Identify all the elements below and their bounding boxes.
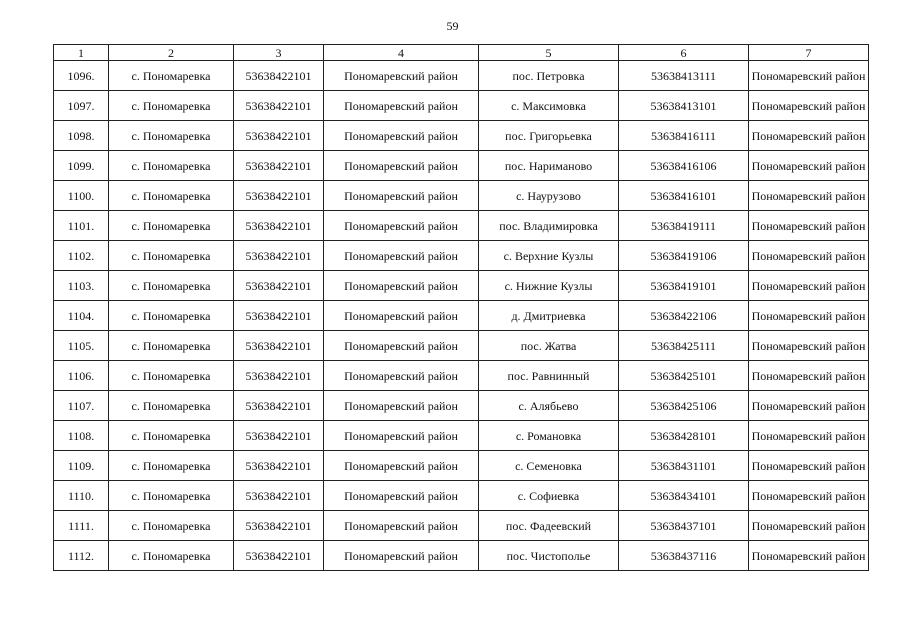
table-row [54,121,869,151]
table-row [54,361,869,391]
settlement-cell: с. Пономаревка [109,481,234,511]
column-header-7: 7 [749,45,869,61]
page-number: 59 [446,19,459,33]
row-number-cell: 1111. [54,511,109,541]
locality-district-cell: Пономаревский район [749,151,869,181]
locality-cell: с. Романовка [479,421,619,451]
district-cell: Пономаревский район [324,91,479,121]
row-number-cell: 1110. [54,481,109,511]
settlement-code-cell: 53638422101 [234,511,324,541]
district-cell: Пономаревский район [324,421,479,451]
settlement-code-cell: 53638422101 [234,181,324,211]
locality-code-cell: 53638425101 [619,361,749,391]
settlement-code-cell: 53638422101 [234,451,324,481]
column-header-5: 5 [479,45,619,61]
table-row [54,511,869,541]
locality-district-cell: Пономаревский район [749,91,869,121]
locality-code-cell: 53638416111 [619,121,749,151]
locality-code-cell: 53638419111 [619,211,749,241]
settlement-code-cell: 53638422101 [234,481,324,511]
locality-code-cell: 53638413101 [619,91,749,121]
settlement-cell: с. Пономаревка [109,181,234,211]
settlement-code-cell: 53638422101 [234,211,324,241]
settlement-cell: с. Пономаревка [109,451,234,481]
settlement-code-cell: 53638422101 [234,91,324,121]
locality-cell: с. Наурузово [479,181,619,211]
locality-cell: пос. Чистополье [479,541,619,571]
locality-code-cell: 53638419101 [619,271,749,301]
settlement-code-cell: 53638422101 [234,391,324,421]
settlement-cell: с. Пономаревка [109,61,234,91]
district-cell: Пономаревский район [324,301,479,331]
locality-cell: пос. Равнинный [479,361,619,391]
locality-district-cell: Пономаревский район [749,511,869,541]
row-number-cell: 1103. [54,271,109,301]
table-row [54,481,869,511]
settlement-cell: с. Пономаревка [109,211,234,241]
row-number-cell: 1107. [54,391,109,421]
locality-cell: с. Софиевка [479,481,619,511]
row-number-cell: 1099. [54,151,109,181]
locality-cell: с. Семеновка [479,451,619,481]
locality-district-cell: Пономаревский район [749,391,869,421]
row-number-cell: 1108. [54,421,109,451]
row-number-cell: 1106. [54,361,109,391]
settlement-code-cell: 53638422101 [234,301,324,331]
table-row [54,271,869,301]
settlement-code-cell: 53638422101 [234,361,324,391]
table-row [54,61,869,91]
table-row [54,541,869,571]
locality-cell: с. Нижние Кузлы [479,271,619,301]
locality-code-cell: 53638434101 [619,481,749,511]
locality-code-cell: 53638416101 [619,181,749,211]
settlement-cell: с. Пономаревка [109,271,234,301]
column-header-6: 6 [619,45,749,61]
settlement-cell: с. Пономаревка [109,301,234,331]
settlement-code-cell: 53638422101 [234,271,324,301]
row-number-cell: 1097. [54,91,109,121]
district-cell: Пономаревский район [324,211,479,241]
locality-district-cell: Пономаревский район [749,451,869,481]
locality-cell: пос. Жатва [479,331,619,361]
row-number-cell: 1109. [54,451,109,481]
locality-district-cell: Пономаревский район [749,211,869,241]
district-cell: Пономаревский район [324,181,479,211]
locality-district-cell: Пономаревский район [749,271,869,301]
locality-district-cell: Пономаревский район [749,541,869,571]
locality-district-cell: Пономаревский район [749,361,869,391]
locality-district-cell: Пономаревский район [749,121,869,151]
district-cell: Пономаревский район [324,361,479,391]
settlement-code-cell: 53638422101 [234,541,324,571]
settlement-cell: с. Пономаревка [109,391,234,421]
locality-code-cell: 53638416106 [619,151,749,181]
locality-code-cell: 53638425111 [619,331,749,361]
settlement-cell: с. Пономаревка [109,121,234,151]
locality-district-cell: Пономаревский район [749,301,869,331]
table-row [54,241,869,271]
locality-cell: с. Верхние Кузлы [479,241,619,271]
locality-district-cell: Пономаревский район [749,241,869,271]
data-table [53,44,869,571]
settlement-code-cell: 53638422101 [234,421,324,451]
locality-code-cell: 53638422106 [619,301,749,331]
locality-cell: с. Алябьево [479,391,619,421]
district-cell: Пономаревский район [324,121,479,151]
table-row [54,391,869,421]
row-number-cell: 1104. [54,301,109,331]
settlement-cell: с. Пономаревка [109,421,234,451]
table-row [54,91,869,121]
column-header-2: 2 [109,45,234,61]
district-cell: Пономаревский район [324,481,479,511]
row-number-cell: 1100. [54,181,109,211]
table-row [54,211,869,241]
settlement-cell: с. Пономаревка [109,151,234,181]
locality-cell: пос. Нариманово [479,151,619,181]
locality-code-cell: 53638437101 [619,511,749,541]
district-cell: Пономаревский район [324,151,479,181]
locality-code-cell: 53638425106 [619,391,749,421]
header-row [54,45,869,61]
locality-district-cell: Пономаревский район [749,181,869,211]
locality-district-cell: Пономаревский район [749,481,869,511]
settlement-cell: с. Пономаревка [109,331,234,361]
locality-cell: пос. Петровка [479,61,619,91]
district-cell: Пономаревский район [324,511,479,541]
table-body [54,61,869,571]
district-cell: Пономаревский район [324,61,479,91]
locality-code-cell: 53638437116 [619,541,749,571]
locality-cell: с. Максимовка [479,91,619,121]
locality-cell: пос. Фадеевский [479,511,619,541]
row-number-cell: 1112. [54,541,109,571]
settlement-code-cell: 53638422101 [234,151,324,181]
locality-code-cell: 53638428101 [619,421,749,451]
locality-cell: пос. Владимировка [479,211,619,241]
column-header-3: 3 [234,45,324,61]
row-number-cell: 1102. [54,241,109,271]
settlement-cell: с. Пономаревка [109,361,234,391]
column-header-4: 4 [324,45,479,61]
table-row [54,301,869,331]
row-number-cell: 1101. [54,211,109,241]
settlement-code-cell: 53638422101 [234,241,324,271]
district-cell: Пономаревский район [324,541,479,571]
settlement-cell: с. Пономаревка [109,511,234,541]
locality-code-cell: 53638419106 [619,241,749,271]
settlement-code-cell: 53638422101 [234,331,324,361]
district-cell: Пономаревский район [324,331,479,361]
settlement-code-cell: 53638422101 [234,121,324,151]
locality-code-cell: 53638413111 [619,61,749,91]
locality-cell: пос. Григорьевка [479,121,619,151]
district-cell: Пономаревский район [324,391,479,421]
locality-district-cell: Пономаревский район [749,421,869,451]
settlement-cell: с. Пономаревка [109,91,234,121]
row-number-cell: 1096. [54,61,109,91]
settlement-code-cell: 53638422101 [234,61,324,91]
settlement-cell: с. Пономаревка [109,241,234,271]
locality-cell: д. Дмитриевка [479,301,619,331]
district-cell: Пономаревский район [324,271,479,301]
row-number-cell: 1105. [54,331,109,361]
table-row [54,451,869,481]
table-row [54,331,869,361]
column-header-1: 1 [54,45,109,61]
table-row [54,181,869,211]
table-row [54,151,869,181]
locality-code-cell: 53638431101 [619,451,749,481]
settlement-cell: с. Пономаревка [109,541,234,571]
table-row [54,421,869,451]
district-cell: Пономаревский район [324,451,479,481]
locality-district-cell: Пономаревский район [749,61,869,91]
locality-district-cell: Пономаревский район [749,331,869,361]
row-number-cell: 1098. [54,121,109,151]
district-cell: Пономаревский район [324,241,479,271]
